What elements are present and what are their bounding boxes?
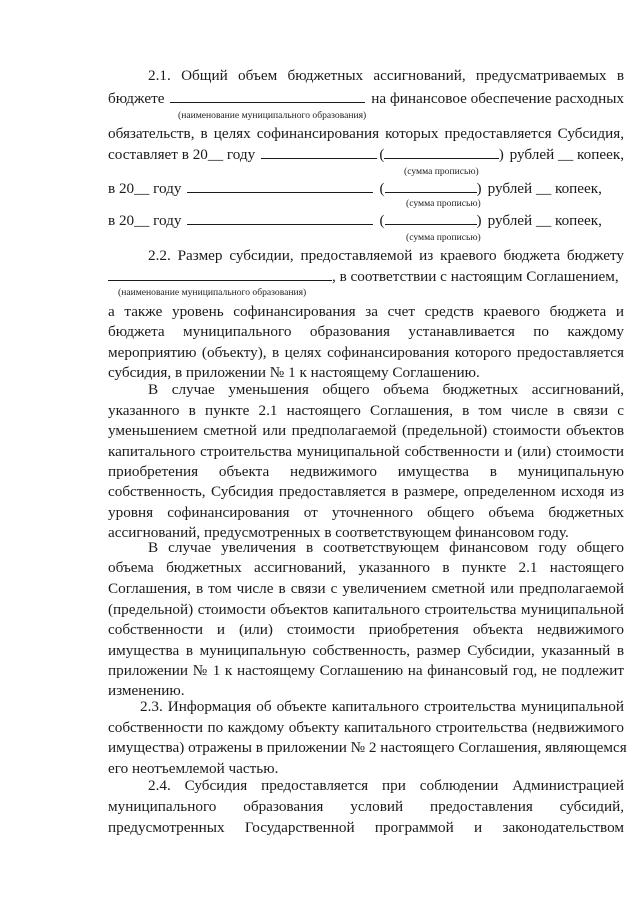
amount-blank-2[interactable] bbox=[187, 178, 373, 193]
municipality-note-2: (наименование муниципального образования) bbox=[118, 287, 307, 298]
municipality-blank-2[interactable] bbox=[108, 266, 332, 281]
p21-line-3: обязательств, в целях софинансирования которых предоставляется Субсидия, bbox=[108, 125, 624, 142]
p-increase-line-2: объема бюджетных ассигнований, указанного в пункте 2.1 настоящего bbox=[108, 559, 624, 576]
p24-line-2: муниципального образования условий предоставления субсидий, bbox=[108, 798, 624, 815]
p24-line-3: предусмотренных Государственной программой и законодательством bbox=[108, 819, 624, 836]
amount-words-blank-3[interactable] bbox=[385, 210, 477, 225]
sum-note-1: (сумма прописью) bbox=[404, 166, 479, 177]
p22-line-1: 2.2. Размер субсидии, предоставляемой из краевого бюджета бюджету bbox=[148, 247, 624, 264]
sum-note-2: (сумма прописью) bbox=[406, 198, 481, 209]
municipality-note: (наименование муниципального образования) bbox=[178, 110, 367, 121]
amount-blank-1[interactable] bbox=[261, 144, 377, 159]
amount-blank-3[interactable] bbox=[187, 210, 373, 225]
p-increase-line-8: изменению. bbox=[108, 682, 185, 699]
p22-line-2: , в соответствии с настоящим Соглашением, bbox=[108, 266, 624, 287]
p-increase-line-7: приложении № 1 к настоящему Соглашению на финансовый год, не подлежит bbox=[108, 662, 624, 679]
p-increase-line-1: В случае увеличения в соответствующем финансовом году общего bbox=[148, 539, 624, 556]
p21-amount-row-1: составляет в 20__ году ( ) рублей __ копеек, bbox=[108, 146, 624, 163]
p22-line-3: а также уровень софинансирования за счет средств краевого бюджета и bbox=[108, 303, 624, 320]
p-decrease-line-3: уменьшением сметной или предполагаемой (предельной) стоимости объектов bbox=[108, 422, 624, 439]
p24-line-1: 2.4. Субсидия предоставляется при соблюдении Администрацией bbox=[148, 777, 624, 794]
p23-line-4: его неотъемлемой частью. bbox=[108, 760, 279, 777]
p21-amount-row-3: в 20__ году ( ) рублей __ копеек, bbox=[108, 212, 602, 229]
p23-line-1: 2.3. Информация об объекте капитального строительства муниципальной bbox=[140, 698, 624, 715]
p23-line-3: имущества) отражены в приложении № 2 настоящего Соглашения, являющемся bbox=[108, 739, 627, 756]
p-decrease-line-5: приобретения объекта недвижимого имущества в муниципальную bbox=[108, 463, 624, 480]
municipality-blank[interactable] bbox=[170, 88, 365, 103]
p21-line-2: бюджете на финансовое обеспечение расходных bbox=[108, 90, 624, 107]
sum-note-3: (сумма прописью) bbox=[406, 232, 481, 243]
p-increase-line-4: (предельной) стоимости объектов капитального строительства муниципальной bbox=[108, 601, 624, 618]
amount-words-blank-1[interactable] bbox=[384, 144, 498, 159]
p21-line-1: 2.1. Общий объем бюджетных ассигнований, предусматриваемых в bbox=[148, 67, 624, 84]
p23-line-2: собственности по каждому объекту капитального строительства (недвижимого bbox=[108, 719, 624, 736]
p-decrease-line-4: капитального строительства муниципальной собственности и (или) стоимости bbox=[108, 443, 624, 460]
p-decrease-line-8: ассигнований, предусмотренных в соответствующем финансовом году. bbox=[108, 524, 569, 541]
p22-line-4: бюджета муниципального образования устанавливается по каждому bbox=[108, 323, 624, 340]
p-decrease-line-6: собственность, Субсидия предоставляется в размере, определенном исходя из bbox=[108, 483, 624, 500]
p-increase-line-5: собственности и (или) стоимости приобретения объекта недвижимого bbox=[108, 621, 624, 638]
p22-line-5: мероприятию (объекту), в целях софинансирования которого предоставляется bbox=[108, 344, 624, 361]
p-increase-line-3: Соглашения, в том числе в связи с увеличением сметной или предполагаемой bbox=[108, 580, 624, 597]
p-decrease-line-1: В случае уменьшения общего объема бюджетных ассигнований, bbox=[148, 381, 624, 398]
p-decrease-line-7: уровня софинансирования от уточненного общего объема бюджетных bbox=[108, 504, 624, 521]
p-increase-line-6: имущества в муниципальную собственность, размер Субсидии, указанный в bbox=[108, 642, 624, 659]
p22-line-6: субсидия, в приложении № 1 к настоящему Соглашению. bbox=[108, 364, 480, 381]
p-decrease-line-2: указанного в пункте 2.1 настоящего Соглашения, в том числе в связи с bbox=[108, 402, 624, 419]
amount-words-blank-2[interactable] bbox=[385, 178, 477, 193]
p21-amount-row-2: в 20__ году ( ) рублей __ копеек, bbox=[108, 180, 602, 197]
